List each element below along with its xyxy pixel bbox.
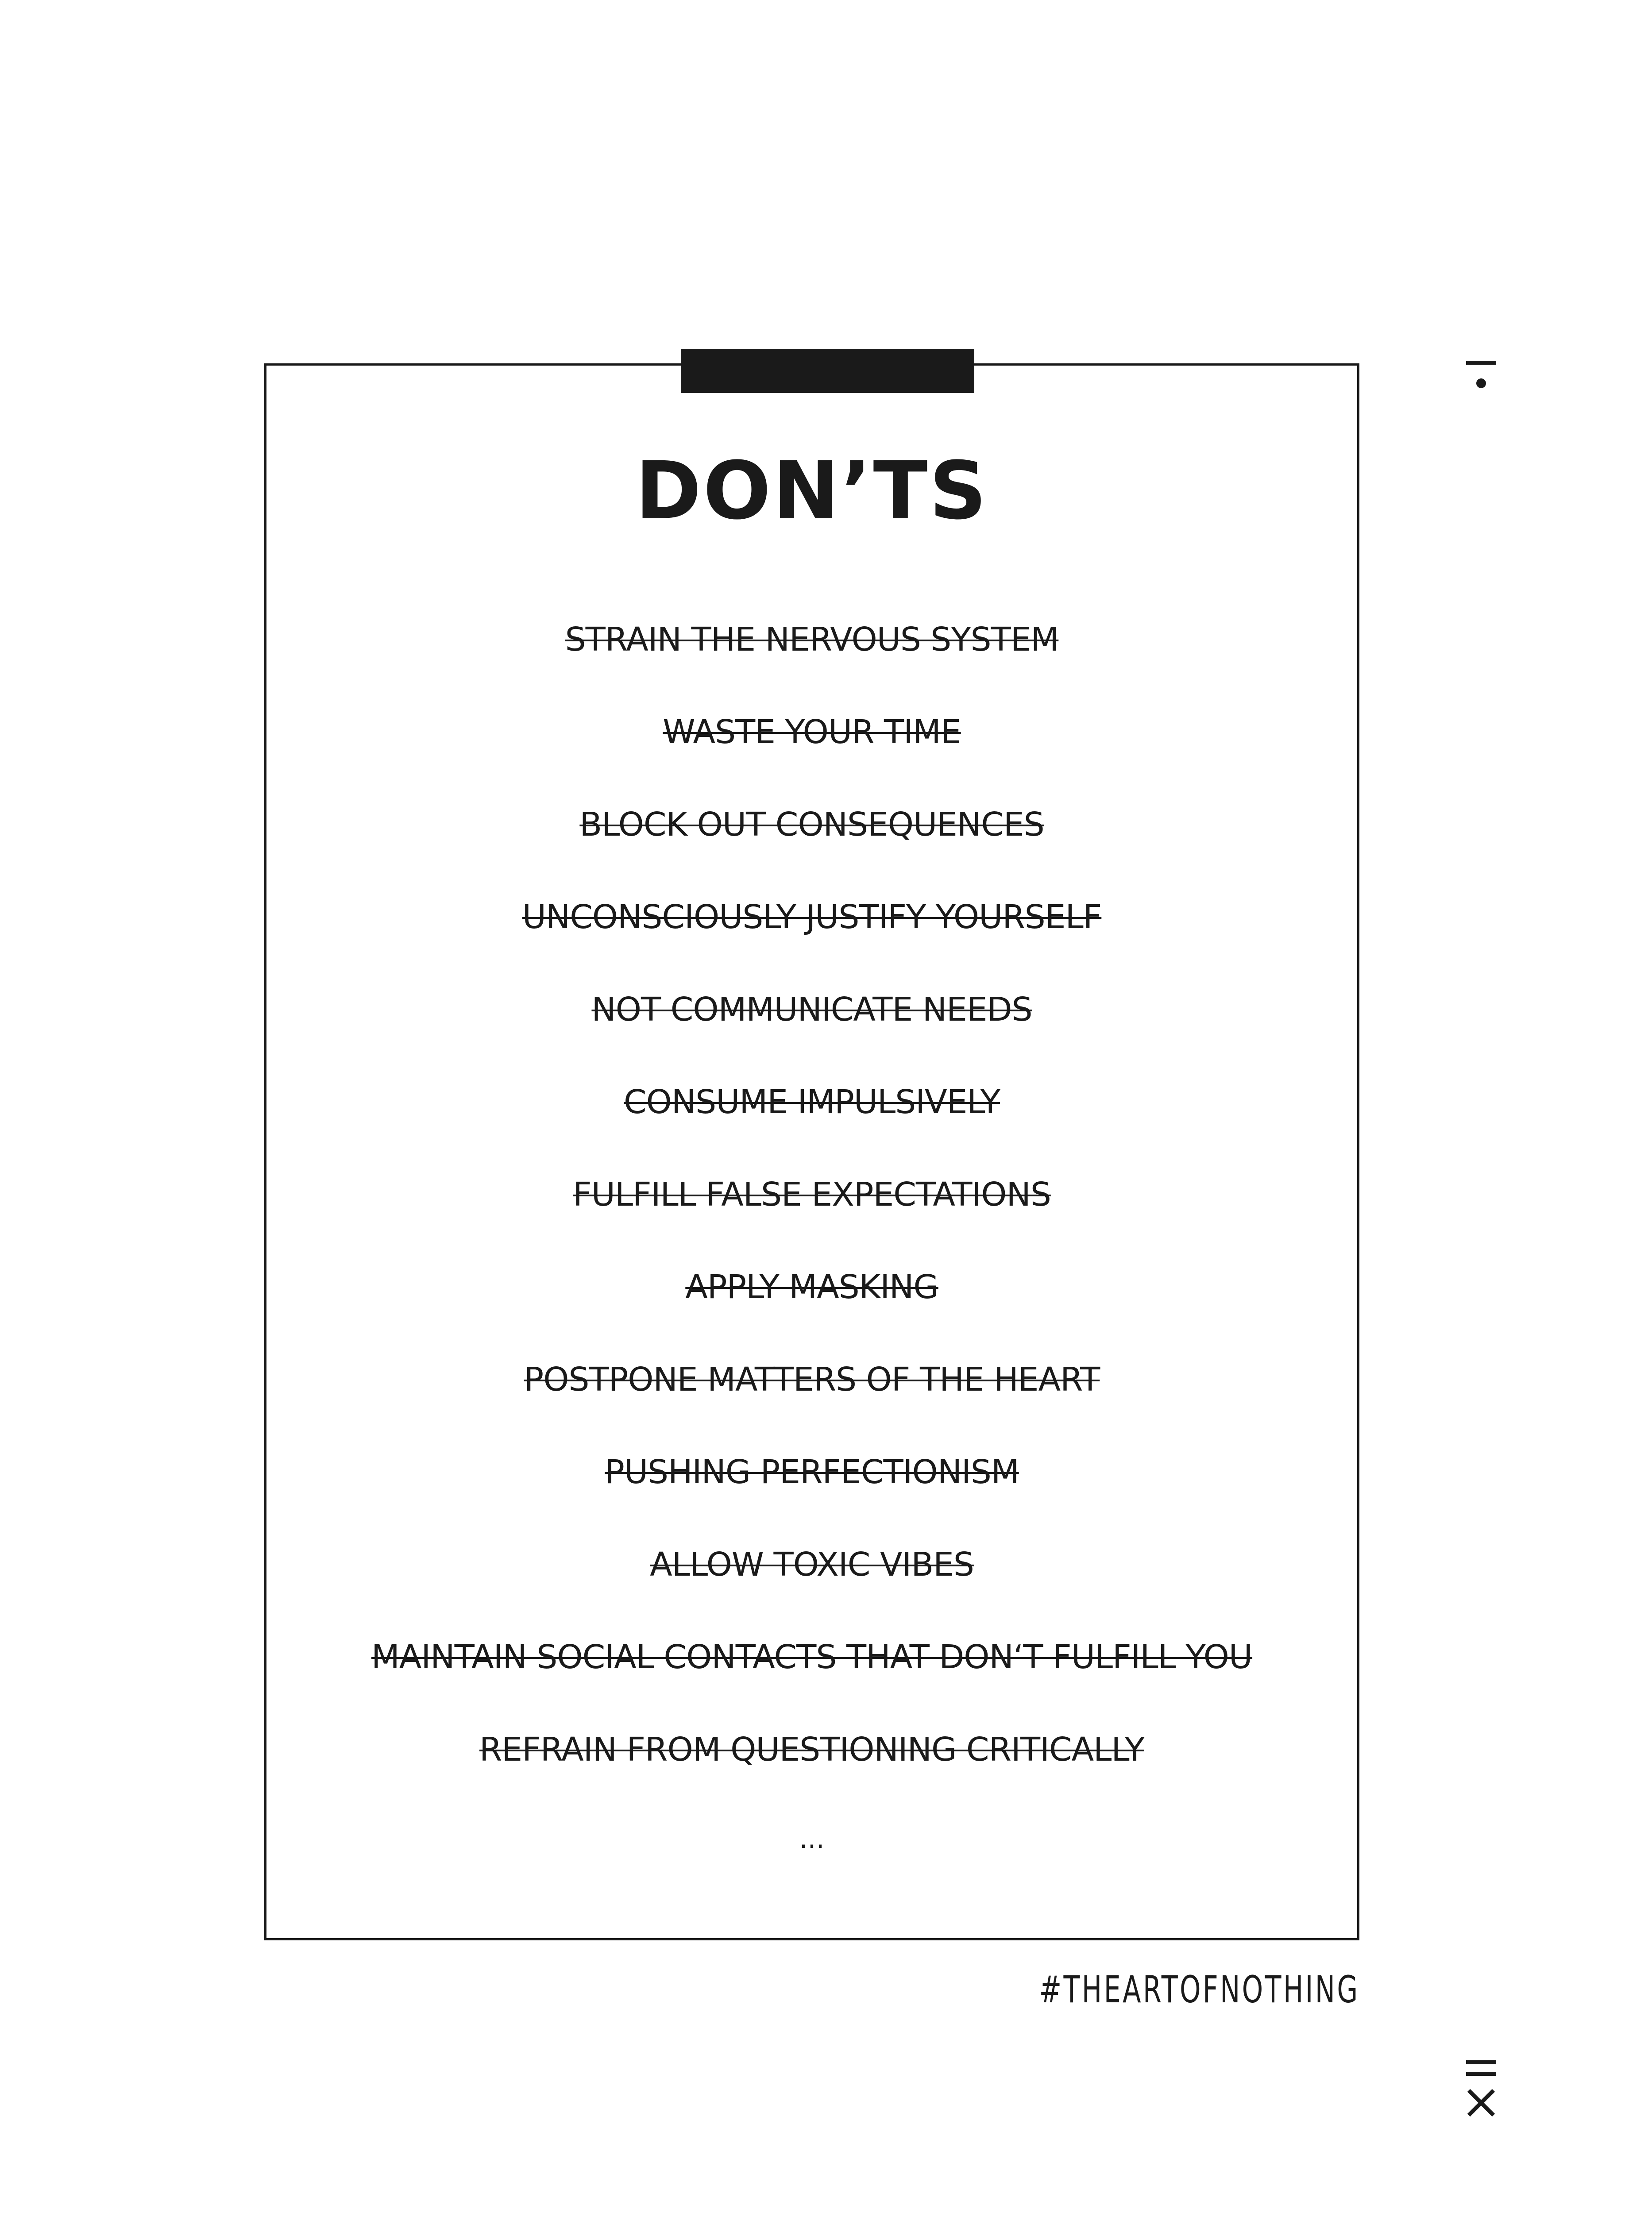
list-item: [264, 617, 1359, 710]
list-item-text: APPLY MASKING: [685, 1268, 938, 1306]
hashtag: #THEARTOFNOTHING: [1039, 1968, 1360, 2011]
list-item-text: UNCONSCIOUSLY JUSTIFY YOURSELF: [522, 898, 1102, 936]
minus-dot-icon: [1465, 361, 1496, 392]
list-item: [264, 1450, 1359, 1542]
list-item: [264, 1080, 1359, 1172]
equals-line-bottom: [1466, 2072, 1496, 2076]
list-item-text: BLOCK OUT CONSEQUENCES: [579, 806, 1044, 844]
card-tab: [681, 349, 974, 393]
page-title: DON’TS: [635, 445, 988, 537]
list-item-text: NOT COMMUNICATE NEEDS: [591, 991, 1032, 1029]
list-item: [264, 1727, 1359, 1820]
list-item-text: CONSUME IMPULSIVELY: [624, 1083, 1000, 1121]
donts-list: [264, 617, 1359, 1820]
minus-bar: [1466, 361, 1496, 365]
list-item-text: ALLOW TOXIC VIBES: [650, 1546, 974, 1584]
list-item: [264, 987, 1359, 1080]
times-glyph: [1465, 2087, 1497, 2119]
list-item-text: MAINTAIN SOCIAL CONTACTS THAT DON‘T FULFILL YOU: [371, 1638, 1253, 1676]
list-ellipsis: ...: [799, 1824, 825, 1854]
list-item: [264, 710, 1359, 802]
list-item-text: STRAIN THE NERVOUS SYSTEM: [565, 621, 1059, 659]
equals-times-icon: [1465, 2060, 1498, 2122]
list-item-text: WASTE YOUR TIME: [663, 713, 961, 751]
list-item: [264, 802, 1359, 895]
list-item: [264, 1542, 1359, 1635]
list-item: [264, 1172, 1359, 1265]
list-item-text: POSTPONE MATTERS OF THE HEART: [524, 1361, 1100, 1399]
list-item-text: REFRAIN FROM QUESTIONING CRITICALLY: [479, 1731, 1144, 1769]
list-item: [264, 895, 1359, 987]
list-item: [264, 1265, 1359, 1357]
list-item: [264, 1635, 1359, 1727]
dot: [1476, 378, 1486, 388]
list-item: [264, 1357, 1359, 1450]
equals-line-top: [1466, 2060, 1496, 2064]
list-item-text: FULFILL FALSE EXPECTATIONS: [573, 1176, 1051, 1214]
list-item-text: PUSHING PERFECTIONISM: [605, 1453, 1019, 1491]
